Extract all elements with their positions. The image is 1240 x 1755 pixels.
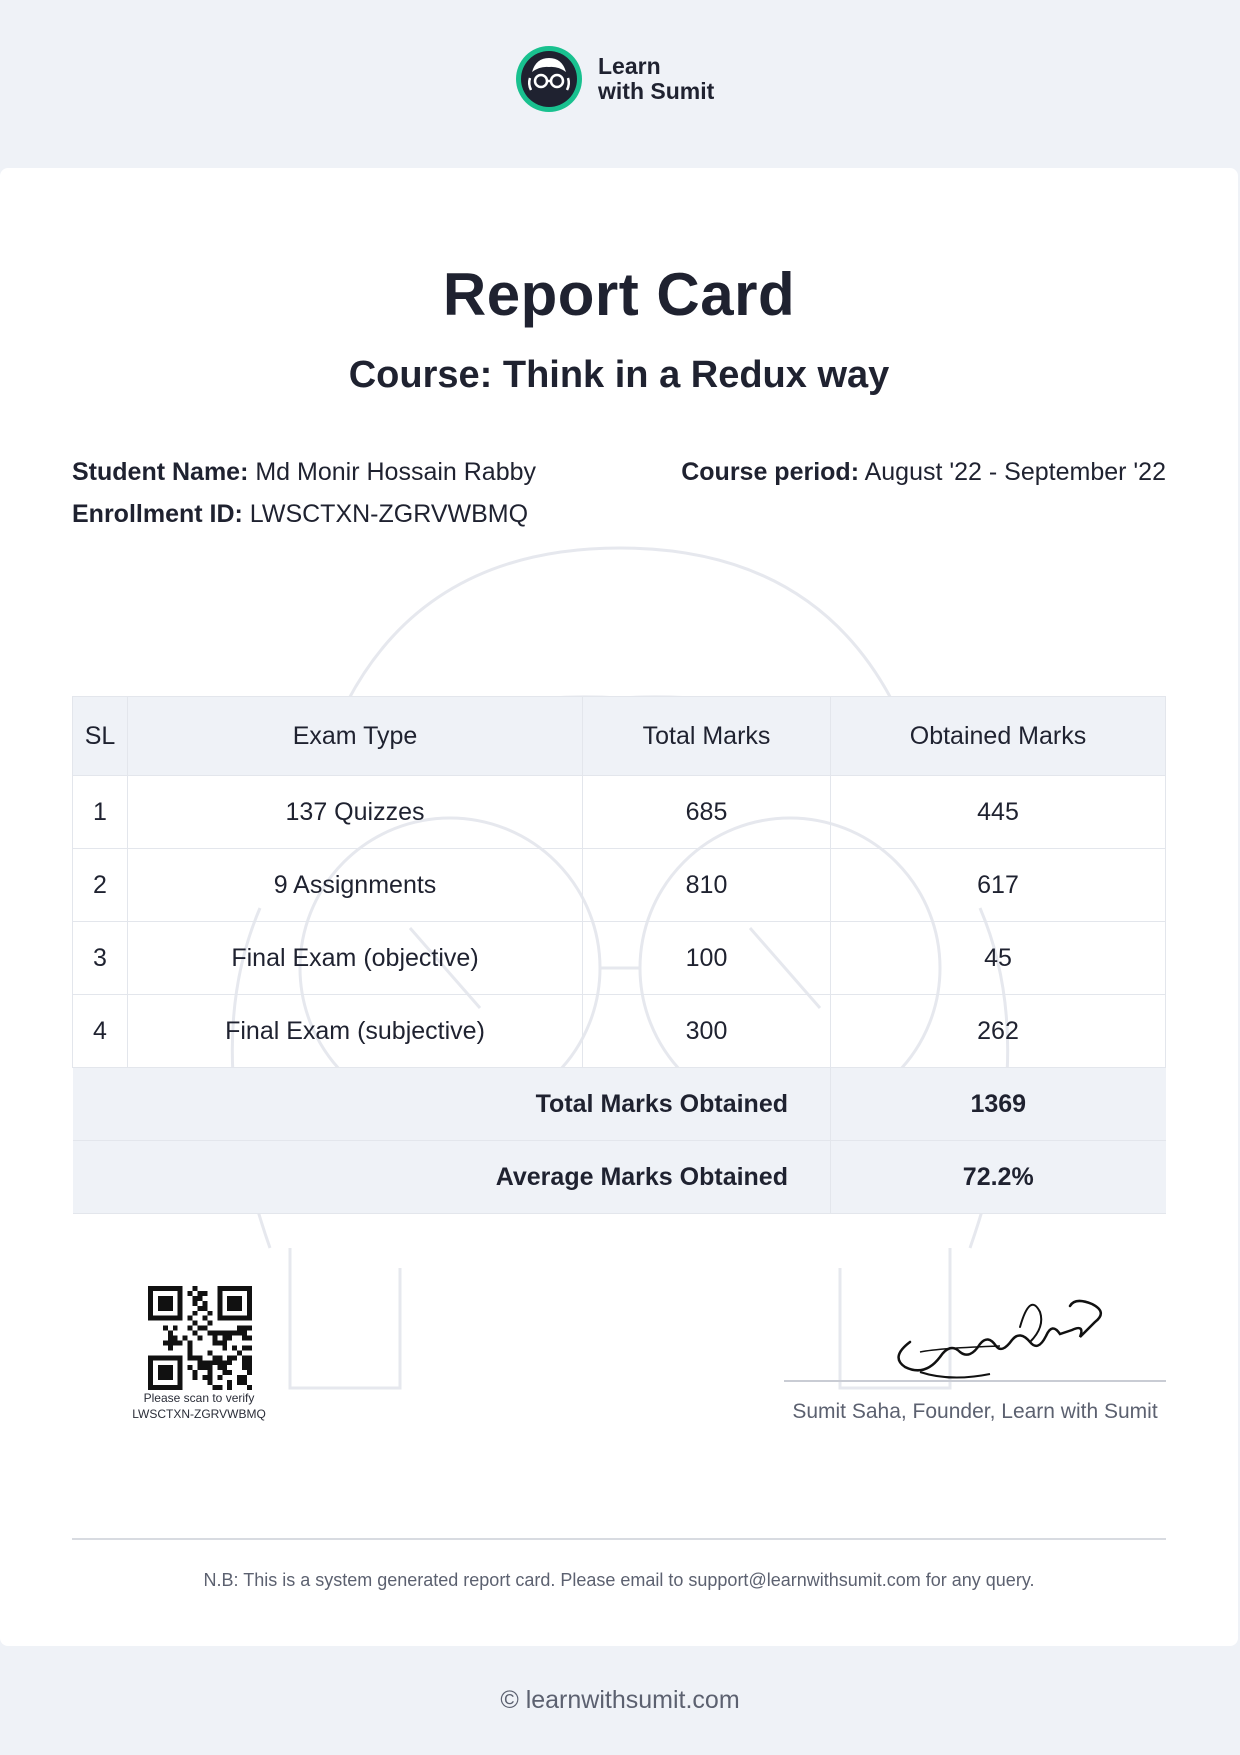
qr-module [247, 1336, 252, 1341]
cell-exam-type: 137 Quizzes [128, 776, 583, 849]
qr-module [178, 1291, 183, 1296]
qr-module [163, 1340, 168, 1345]
qr-module [232, 1355, 237, 1360]
qr-module [222, 1286, 227, 1291]
marks-table [72, 696, 1166, 1214]
qr-module [168, 1375, 173, 1380]
qr-module [158, 1375, 163, 1380]
footer-note: N.B: This is a system generated report card. Please email to support@learnwithsumit.com for any query. [203, 1570, 1035, 1590]
cell-sl: 1 [73, 776, 128, 849]
qr-module [222, 1365, 227, 1370]
enrollment-value: LWSCTXN-ZGRVWBMQ [249, 500, 529, 528]
qr-module [148, 1301, 153, 1306]
qr-module [163, 1370, 168, 1375]
qr-module [148, 1286, 153, 1291]
qr-module [153, 1355, 158, 1360]
qr-module [168, 1301, 173, 1306]
qr-module [193, 1286, 198, 1291]
qr-module [173, 1326, 178, 1331]
table-row [73, 995, 1166, 1068]
qr-module [247, 1311, 252, 1316]
qr-module [168, 1340, 173, 1345]
qr-module [198, 1296, 203, 1301]
qr-module [198, 1355, 203, 1360]
qr-module [222, 1370, 227, 1375]
qr-module [193, 1321, 198, 1326]
qr-module [198, 1291, 203, 1296]
qr-module [207, 1311, 212, 1316]
qr-module [242, 1345, 247, 1350]
brand-line-2: with Sumit [598, 78, 715, 104]
qr-module [163, 1365, 168, 1370]
qr-module [207, 1370, 212, 1375]
nerd-face-icon [514, 44, 584, 114]
qr-module [193, 1296, 198, 1301]
brand-name [598, 54, 714, 104]
table-row [73, 849, 1166, 922]
qr-module [207, 1380, 212, 1385]
qr-module [202, 1316, 207, 1321]
qr-module [158, 1355, 163, 1360]
qr-module [193, 1311, 198, 1316]
qr-module [173, 1355, 178, 1360]
qr-module [178, 1311, 183, 1316]
qr-module [188, 1350, 193, 1355]
qr-module [212, 1340, 217, 1345]
qr-module [202, 1326, 207, 1331]
table-row [73, 776, 1166, 849]
course-title: Course: Think in a Redux way [348, 354, 890, 396]
qr-module [202, 1301, 207, 1306]
qr-module [227, 1355, 232, 1360]
qr-module [158, 1286, 163, 1291]
student-name-label: Student Name: [72, 458, 249, 486]
page-header [0, 0, 1240, 168]
qr-module [212, 1355, 217, 1360]
qr-module [217, 1360, 222, 1365]
qr-module [188, 1291, 193, 1296]
qr-module [163, 1306, 168, 1311]
cell-exam-type: Final Exam (subjective) [128, 995, 583, 1068]
qr-module [178, 1370, 183, 1375]
qr-module [227, 1306, 232, 1311]
qr-module [178, 1306, 183, 1311]
qr-module [163, 1296, 168, 1301]
qr-module [222, 1331, 227, 1336]
signature-line [784, 1380, 1166, 1382]
qr-module [168, 1286, 173, 1291]
qr-module [188, 1345, 193, 1350]
copyright-text: © learnwithsumit.com [500, 1686, 740, 1714]
qr-caption [110, 1390, 288, 1422]
qr-module [148, 1370, 153, 1375]
cell-total-marks: 685 [583, 776, 831, 849]
qr-module [163, 1326, 168, 1331]
qr-module [247, 1306, 252, 1311]
qr-module [222, 1336, 227, 1341]
course-period-value: August '22 - September '22 [864, 458, 1166, 486]
qr-module [207, 1375, 212, 1380]
qr-module [217, 1291, 222, 1296]
qr-module [173, 1340, 178, 1345]
qr-module [247, 1296, 252, 1301]
qr-module [232, 1331, 237, 1336]
qr-module [207, 1321, 212, 1326]
qr-module [193, 1355, 198, 1360]
qr-module [193, 1370, 198, 1375]
footer-divider [72, 1538, 1166, 1540]
qr-module [217, 1301, 222, 1306]
qr-module [237, 1350, 242, 1355]
qr-module [163, 1355, 168, 1360]
qr-module [163, 1286, 168, 1291]
qr-module [188, 1365, 193, 1370]
qr-module [188, 1326, 193, 1331]
cell-exam-type: 9 Assignments [128, 849, 583, 922]
qr-module [202, 1360, 207, 1365]
qr-module [247, 1291, 252, 1296]
qr-module [178, 1355, 183, 1360]
col-header-sl: SL [73, 697, 128, 776]
qr-module [247, 1326, 252, 1331]
qr-module [222, 1340, 227, 1345]
qr-module [193, 1331, 198, 1336]
qr-module [247, 1286, 252, 1291]
qr-module [217, 1340, 222, 1345]
qr-module [242, 1331, 247, 1336]
qr-module [148, 1360, 153, 1365]
qr-module [168, 1355, 173, 1360]
qr-module [227, 1296, 232, 1301]
qr-module [227, 1286, 232, 1291]
qr-module [158, 1296, 163, 1301]
qr-module [217, 1355, 222, 1360]
cell-obtained-marks: 617 [831, 849, 1166, 922]
qr-module [168, 1331, 173, 1336]
qr-module [168, 1370, 173, 1375]
qr-module [178, 1365, 183, 1370]
cell-sl: 2 [73, 849, 128, 922]
signatory-name: Sumit Saha, Founder, Learn with Sumit [792, 1400, 1158, 1423]
qr-module [178, 1340, 183, 1345]
qr-module [237, 1301, 242, 1306]
qr-module [188, 1340, 193, 1345]
qr-module [212, 1336, 217, 1341]
qr-module [207, 1350, 212, 1355]
qr-module [217, 1306, 222, 1311]
cell-sl: 3 [73, 922, 128, 995]
qr-module [247, 1316, 252, 1321]
qr-module [242, 1360, 247, 1365]
qr-module [198, 1326, 203, 1331]
qr-module [178, 1286, 183, 1291]
qr-module [217, 1375, 222, 1380]
qr-module [247, 1355, 252, 1360]
qr-module [237, 1375, 242, 1380]
qr-module [242, 1286, 247, 1291]
qr-module [148, 1311, 153, 1316]
qr-module [237, 1316, 242, 1321]
qr-module [163, 1301, 168, 1306]
qr-module [207, 1331, 212, 1336]
qr-module [212, 1331, 217, 1336]
qr-module [183, 1336, 188, 1341]
qr-module [158, 1370, 163, 1375]
qr-module [227, 1370, 232, 1375]
table-row [73, 922, 1166, 995]
qr-module [227, 1331, 232, 1336]
qr-module [193, 1301, 198, 1306]
col-header-total-marks: Total Marks [583, 697, 831, 776]
qr-module [168, 1306, 173, 1311]
qr-module [217, 1296, 222, 1301]
qr-module [148, 1375, 153, 1380]
qr-module [148, 1365, 153, 1370]
qr-module [232, 1301, 237, 1306]
qr-module [178, 1296, 183, 1301]
qr-module [242, 1336, 247, 1341]
course-period-label: Course period: [681, 458, 860, 486]
qr-module [153, 1286, 158, 1291]
qr-module [207, 1360, 212, 1365]
qr-module [168, 1365, 173, 1370]
qr-module [148, 1291, 153, 1296]
qr-module [198, 1306, 203, 1311]
qr-module [227, 1380, 232, 1385]
qr-module [188, 1316, 193, 1321]
qr-module [168, 1316, 173, 1321]
qr-module [247, 1301, 252, 1306]
qr-module [247, 1360, 252, 1365]
cell-total-marks: 300 [583, 995, 831, 1068]
qr-module [242, 1380, 247, 1385]
average-marks-value: 72.2% [831, 1141, 1166, 1214]
qr-module [173, 1316, 178, 1321]
average-marks-label: Average Marks Obtained [73, 1141, 831, 1214]
qr-module [237, 1331, 242, 1336]
course-period-row [681, 458, 1166, 487]
qr-module [217, 1311, 222, 1316]
qr-module [198, 1365, 203, 1370]
col-header-exam-type: Exam Type [128, 697, 583, 776]
qr-module [202, 1291, 207, 1296]
qr-module [237, 1306, 242, 1311]
qr-module [173, 1336, 178, 1341]
qr-module [178, 1375, 183, 1380]
signature-image [880, 1282, 1120, 1382]
average-marks-row [73, 1141, 1166, 1214]
report-title: Report Card [442, 261, 796, 328]
qr-module [158, 1306, 163, 1311]
qr-module [227, 1316, 232, 1321]
cell-obtained-marks: 45 [831, 922, 1166, 995]
qr-module [227, 1301, 232, 1306]
qr-module [217, 1331, 222, 1336]
cell-obtained-marks: 262 [831, 995, 1166, 1068]
qr-module [242, 1375, 247, 1380]
qr-caption-line-1: Please scan to verify [143, 1391, 255, 1405]
qr-module [158, 1365, 163, 1370]
qr-module [237, 1326, 242, 1331]
qr-module [168, 1296, 173, 1301]
qr-module [202, 1306, 207, 1311]
qr-module [168, 1345, 173, 1350]
qr-module [178, 1316, 183, 1321]
qr-module [232, 1286, 237, 1291]
cell-total-marks: 100 [583, 922, 831, 995]
qr-module [158, 1316, 163, 1321]
qr-module [232, 1296, 237, 1301]
qr-module [163, 1316, 168, 1321]
cell-exam-type: Final Exam (objective) [128, 922, 583, 995]
qr-module [232, 1306, 237, 1311]
qr-module [193, 1375, 198, 1380]
qr-module [242, 1365, 247, 1370]
qr-module [222, 1360, 227, 1365]
student-name-row [72, 458, 536, 487]
qr-module [237, 1296, 242, 1301]
qr-module [163, 1375, 168, 1380]
qr-module [242, 1316, 247, 1321]
verification-qr-code [148, 1286, 252, 1390]
qr-module [148, 1380, 153, 1385]
report-card-sheet [0, 168, 1238, 1646]
qr-module [148, 1296, 153, 1301]
qr-module [153, 1316, 158, 1321]
qr-module [237, 1286, 242, 1291]
qr-module [202, 1375, 207, 1380]
qr-module [247, 1345, 252, 1350]
student-name-value: Md Monir Hossain Rabby [255, 458, 537, 486]
qr-module [222, 1316, 227, 1321]
cell-sl: 4 [73, 995, 128, 1068]
total-marks-row [73, 1068, 1166, 1141]
qr-module [237, 1380, 242, 1385]
qr-module [168, 1336, 173, 1341]
qr-module [227, 1336, 232, 1341]
qr-module [198, 1336, 203, 1341]
qr-module [232, 1316, 237, 1321]
enrollment-row [72, 500, 528, 529]
cell-total-marks: 810 [583, 849, 831, 922]
qr-module [158, 1301, 163, 1306]
qr-module [202, 1365, 207, 1370]
qr-module [217, 1286, 222, 1291]
qr-module [178, 1360, 183, 1365]
col-header-obtained-marks: Obtained Marks [831, 697, 1166, 776]
qr-module [227, 1360, 232, 1365]
qr-module [178, 1301, 183, 1306]
qr-module [232, 1345, 237, 1350]
qr-module [178, 1380, 183, 1385]
qr-module [247, 1370, 252, 1375]
qr-module [242, 1326, 247, 1331]
qr-module [212, 1360, 217, 1365]
brand-line-1: Learn [598, 53, 661, 79]
qr-module [148, 1316, 153, 1321]
qr-module [198, 1360, 203, 1365]
qr-caption-line-2: LWSCTXN-ZGRVWBMQ [132, 1407, 266, 1421]
enrollment-label: Enrollment ID: [72, 500, 243, 528]
total-marks-label: Total Marks Obtained [73, 1068, 831, 1141]
cell-obtained-marks: 445 [831, 776, 1166, 849]
table-header-row [73, 697, 1166, 776]
qr-module [188, 1355, 193, 1360]
total-marks-value: 1369 [831, 1068, 1166, 1141]
brand-logo [514, 44, 714, 114]
qr-module [247, 1365, 252, 1370]
qr-module [217, 1316, 222, 1321]
qr-module [217, 1365, 222, 1370]
qr-module [148, 1355, 153, 1360]
qr-module [242, 1355, 247, 1360]
qr-module [207, 1365, 212, 1370]
qr-module [148, 1306, 153, 1311]
qr-module [173, 1286, 178, 1291]
qr-module [222, 1345, 227, 1350]
